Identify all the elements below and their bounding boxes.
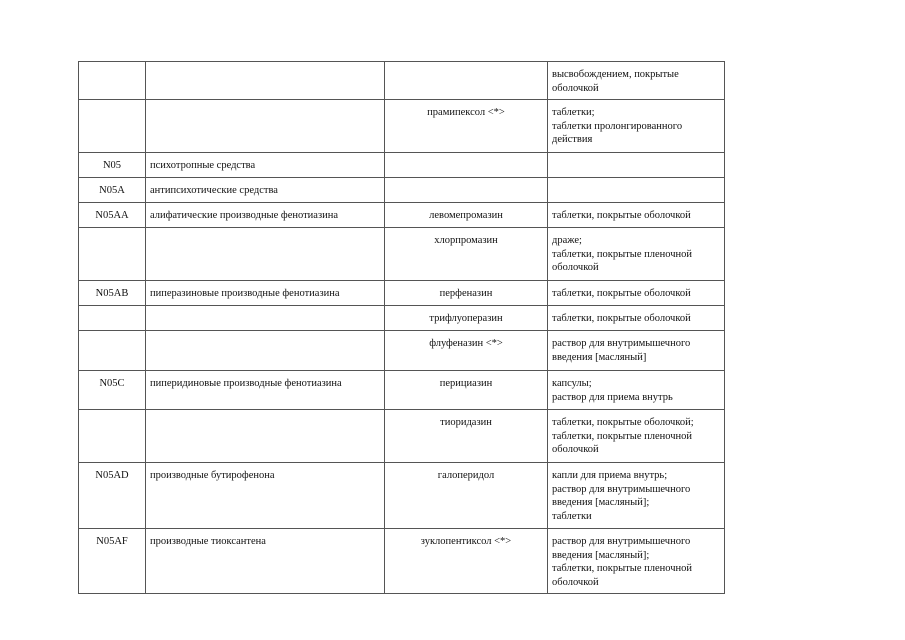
dosage-form-line: оболочкой [552,444,599,455]
dosage-form-line: таблетки, покрытые оболочкой [552,313,691,324]
dosage-form-line: раствор для внутримышечного [552,483,691,495]
table-row [79,306,725,331]
dosage-form-line: таблетки, покрытые оболочкой [552,210,691,221]
dosage-form-line: капли для приема внутрь; [552,470,668,481]
table-row [79,100,725,153]
dosage-form-line: таблетки, покрытые пленочной [552,563,693,574]
atc-code-cell: N05AA [79,203,146,228]
atc-code-cell [79,228,146,281]
drug-name-cell: левомепромазин [385,203,548,228]
dosage-form-cell [548,529,725,594]
dosage-form-line: введения [масляный]; [552,549,650,561]
atc-code-cell [79,306,146,331]
dosage-form-cell [548,178,725,203]
atc-code-cell [79,410,146,463]
drug-name-cell: галоперидол [385,463,548,529]
drug-name-cell: перициазин [385,371,548,410]
drug-name-cell: перфеназин [385,281,548,306]
atc-code-cell [79,62,146,100]
dosage-form-line: таблетки, покрытые оболочкой; [552,417,694,428]
anatomical-therapeutic-group-cell [146,100,385,153]
anatomical-therapeutic-group-cell: алифатические производные фенотиазина [146,203,385,228]
dosage-form-line: действия [552,134,593,145]
dosage-form-line: раствор для приема внутрь [552,391,673,403]
table-row [79,62,725,100]
dosage-form-cell [548,371,725,410]
anatomical-therapeutic-group-cell [146,410,385,463]
atc-code-cell: N05 [79,153,146,178]
dosage-form-line: введения [масляный]; [552,497,650,508]
dosage-form-line: оболочкой [552,262,599,273]
dosage-form-line: таблетки, покрытые оболочкой [552,288,691,299]
anatomical-therapeutic-group-cell: пиперидиновые производные фенотиазина [146,371,385,410]
dosage-form-cell [548,203,725,228]
anatomical-therapeutic-group-cell: психотропные средства [146,153,385,178]
dosage-form-line: таблетки; [552,107,595,118]
dosage-form-line: таблетки пролонгированного [552,120,683,132]
dosage-form-cell [548,463,725,529]
table-row [79,463,725,529]
dosage-form-line: капсулы; [552,378,592,389]
table-row [79,371,725,410]
dosage-form-cell [548,410,725,463]
dosage-form-cell [548,306,725,331]
table-row [79,529,725,594]
dosage-form-cell [548,281,725,306]
dosage-form-cell [548,100,725,153]
table-row [79,178,725,203]
drug-name-cell: зуклопентиксол <*> [385,529,548,594]
atc-code-cell: N05C [79,371,146,410]
medication-table [78,61,725,594]
dosage-form-line: раствор для внутримышечного [552,338,691,349]
atc-code-cell: N05AB [79,281,146,306]
table-row [79,410,725,463]
dosage-form-cell [548,153,725,178]
dosage-form-line: таблетки, покрытые пленочной [552,430,693,442]
dosage-form-line: таблетки, покрытые пленочной [552,248,693,260]
atc-code-cell [79,331,146,371]
drug-name-cell: флуфеназин <*> [385,331,548,371]
dosage-form-line: драже; [552,235,582,246]
dosage-form-cell [548,62,725,100]
dosage-form-line: высвобождением, покрытые [552,69,679,80]
anatomical-therapeutic-group-cell: антипсихотические средства [146,178,385,203]
drug-name-cell [385,178,548,203]
drug-name-cell [385,153,548,178]
atc-code-cell: N05AD [79,463,146,529]
drug-name-cell: трифлуоперазин [385,306,548,331]
anatomical-therapeutic-group-cell [146,228,385,281]
anatomical-therapeutic-group-cell [146,62,385,100]
table-row [79,281,725,306]
anatomical-therapeutic-group-cell [146,306,385,331]
dosage-form-cell [548,331,725,371]
drug-name-cell: прамипексол <*> [385,100,548,153]
dosage-form-line: оболочкой [552,82,599,94]
dosage-form-line: введения [масляный] [552,351,647,363]
table-row [79,331,725,371]
dosage-form-line: таблетки [552,510,592,522]
atc-code-cell: N05AF [79,529,146,594]
anatomical-therapeutic-group-cell: пиперазиновые производные фенотиазина [146,281,385,306]
drug-name-cell: тиоридазин [385,410,548,463]
atc-code-cell: N05A [79,178,146,203]
dosage-form-cell [548,228,725,281]
atc-code-cell [79,100,146,153]
anatomical-therapeutic-group-cell: производные тиоксантена [146,529,385,594]
table-row [79,228,725,281]
drug-name-cell [385,62,548,100]
dosage-form-line: оболочкой [552,576,599,588]
anatomical-therapeutic-group-cell [146,331,385,371]
dosage-form-line: раствор для внутримышечного [552,536,691,547]
drug-name-cell: хлорпромазин [385,228,548,281]
table-row [79,203,725,228]
anatomical-therapeutic-group-cell: производные бутирофенона [146,463,385,529]
medication-table-body [79,62,725,594]
table-row [79,153,725,178]
